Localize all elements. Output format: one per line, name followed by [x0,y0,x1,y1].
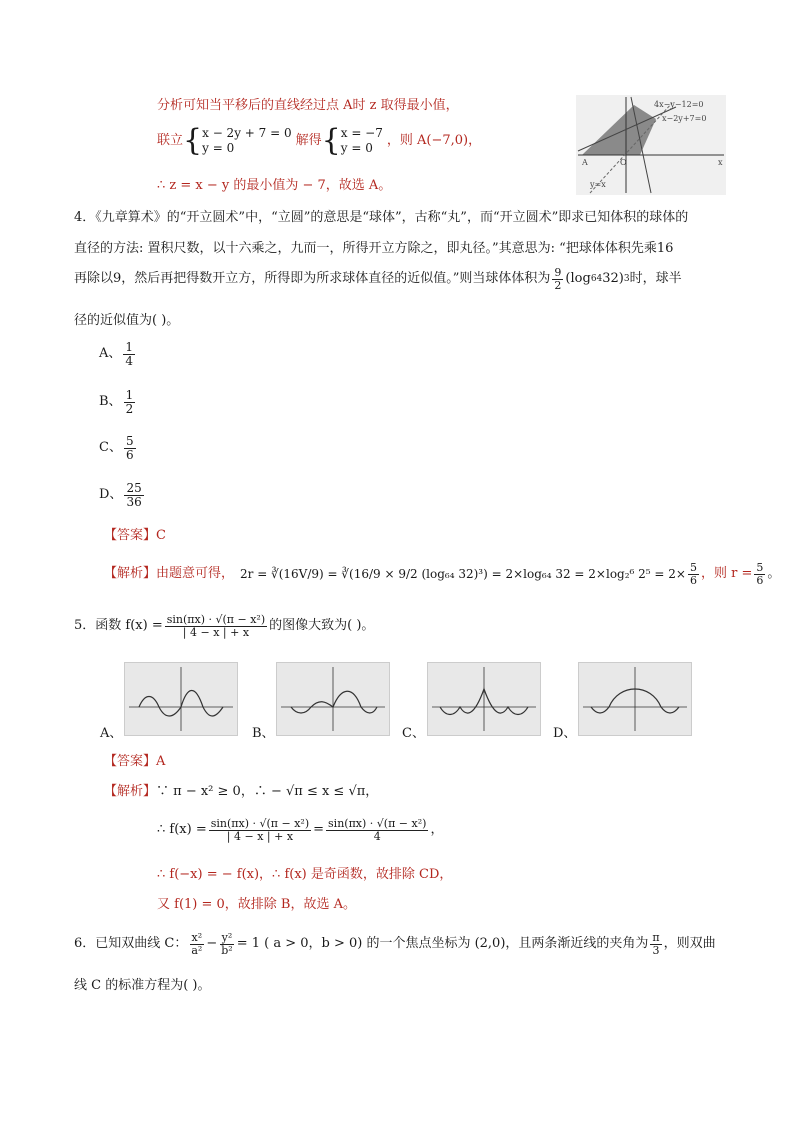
fig-x-label: x [718,158,723,167]
analysis-den: 6 [689,573,697,587]
q5-analysis-1 [104,784,378,800]
q6-f3-den: 3 [652,943,660,957]
q4-line3-sub: 64 [590,273,603,284]
q5-graph-a[interactable] [124,662,238,736]
q6-f2-num: y² [221,931,233,944]
option-label: D、 [99,487,123,503]
q5-frac-num: sin(πx) · √(π − x²) [166,613,266,626]
sec3-eq1b: y = 0 [202,141,235,155]
fig-label3: y=x [590,180,606,189]
q4-analysis [104,562,780,586]
region-figure-svg [576,95,726,195]
analysis2-prefix: ∴ f(x) = [157,822,207,838]
sec3-line3: ∴ z = x − y 的最小值为 − 7，故选 A。 [157,178,392,193]
q5-frac-den: | 4 − x | + x [182,625,250,639]
graph-a-svg [125,663,237,735]
q5-opt-label-b[interactable]: B、 [252,726,275,741]
q5-stem [74,614,374,638]
sec3-line1: 分析可知当平移后的直线经过点 A时 z 取得最小值， [157,98,459,113]
option-den: 4 [125,353,134,368]
q6-f1-num: x² [191,931,203,944]
q5-analysis-2 [157,818,443,842]
q4-line4: 径的近似值为( )。 [74,313,180,328]
analysis-end: 。 [767,566,781,582]
graph-b-svg [277,663,389,735]
option-num: 25 [126,481,142,495]
q5-answer [104,754,165,770]
q6-suffix: ，则双曲 [663,936,716,952]
fig-point-a: A [582,158,588,167]
analysis2-den1: | 4 − x | + x [226,829,294,843]
q4-line3-log: (log [565,271,591,287]
graph-d-svg [579,663,691,735]
analysis-num2: 5 [756,561,764,574]
q6-prefix: 6．已知双曲线 C： [74,936,188,952]
sec3-line2: 联立 { x − 2y + 7 = 0 y = 0 解得 { x = −7 y = 0 ，则 A(−7,0)， [157,123,482,158]
q6-mid: = 1 ( a > 0，b > 0) 的一个焦点坐标为 (2,0)，且两条渐近线的夹角为 [236,936,649,952]
analysis-tag: 【解析】 [104,566,157,582]
sec3-eq2b: y = 0 [340,141,373,155]
analysis-equation: 2r = ∛(16V/9) = ∛(16/9 × 9/2 (log₆₄ 32)³) = 2×log₆₄ 32 = 2×log₂⁶ 2⁵ = 2× [240,566,686,581]
q4-answer [104,528,166,544]
analysis-num: 5 [689,561,697,574]
q6-f1-den: a² [191,943,203,957]
option-label: A、 [99,346,122,362]
fig-label2: x−2y+7=0 [662,114,707,123]
q4-line3-suffix: 时，球半 [629,271,682,287]
answer-value: C [156,528,166,543]
answer-value: A [156,754,166,769]
q4-line3-rest: 32) [602,271,624,287]
option-num: 1 [125,388,134,402]
option-den: 6 [125,447,134,462]
analysis2-num2: sin(πx) · √(π − x²) [328,817,427,830]
q4-option-a[interactable] [99,341,137,367]
analysis2-end: ， [430,822,444,838]
q4-line1: 4．《九章算术》的“开立圆术”中，“立圆”的意思是“球体”，古称“丸”，而“开立圆术”即求已知体积的球体的 [74,210,689,225]
option-label: C、 [99,440,122,456]
q4-line3-den: 2 [554,278,562,292]
q5-opt-label-d[interactable]: D、 [553,726,577,741]
shaded-region [582,105,656,155]
q5-graph-c[interactable] [427,662,541,736]
analysis-prefix: 由题意可得， [156,566,235,582]
q4-line3-num: 9 [554,266,562,279]
analysis-line1: ∵ π − x² ≥ 0，∴ − √π ≤ x ≤ √π， [156,784,379,799]
q5-graph-b[interactable] [276,662,390,736]
q5-graph-d[interactable] [578,662,692,736]
sec3-eq2a: x = −7 [340,126,383,140]
q5-opt-label-c[interactable]: C、 [402,726,425,741]
q4-option-b[interactable] [99,389,137,415]
fig-label1: 4x−y−12=0 [654,100,704,109]
q5-analysis-4: 又 f(1) = 0，故排除 B，故选 A。 [157,897,356,912]
q5-opt-label-a[interactable]: A、 [100,726,123,741]
sec3-line2-mid: 解得 [295,133,322,149]
q4-option-d[interactable] [99,482,146,508]
q6-line2: 线 C 的标准方程为( )。 [74,978,211,993]
answer-tag: 【答案】 [104,528,157,543]
q4-line3-prefix: 再除以9，然后再把得数开立方，所得即为所求球体直径的近似值。”则当球体体积为 [74,271,551,287]
option-den: 36 [126,494,142,509]
option-num: 1 [125,340,134,354]
q6-f2-den: b² [221,943,233,957]
option-num: 5 [125,434,134,448]
region-figure [576,95,726,195]
q5-prefix: 5．函数 f(x) = [74,618,163,634]
sec3-eq1a: x − 2y + 7 = 0 [202,126,292,140]
analysis-mid: ，则 r = [700,566,753,582]
q4-line3 [74,267,682,291]
option-label: B、 [99,394,122,410]
q5-analysis-3: ∴ f(−x) = − f(x)，∴ f(x) 是奇函数，故排除 CD， [157,867,453,882]
q6-stem [74,932,716,956]
fig-origin: O [620,158,627,167]
q4-line2: 直径的方法: 置积尺数，以十六乘之，九而一，所得开立方除之，即丸径。”其意思为: “把球体体积先乘16 [74,241,674,256]
q5-suffix: 的图像大致为( )。 [269,618,375,634]
answer-tag: 【答案】 [104,754,157,769]
sec3-line2-prefix: 联立 [157,133,184,149]
analysis2-num1: sin(πx) · √(π − x²) [210,817,310,830]
analysis2-den2: 4 [373,829,381,843]
analysis2-eq: = [313,822,325,838]
q6-f3-num: π [652,931,660,944]
q6-minus: − [206,936,218,952]
graph-c-svg [428,663,540,735]
q4-line3-exp: 3 [623,273,630,284]
sec3-line2-suffix: ，则 A(−7,0)， [386,133,482,149]
analysis-tag: 【解析】 [104,784,157,799]
curve-b [291,691,377,713]
q4-option-c[interactable] [99,435,138,461]
analysis-den2: 6 [756,573,764,587]
option-den: 2 [125,401,134,416]
